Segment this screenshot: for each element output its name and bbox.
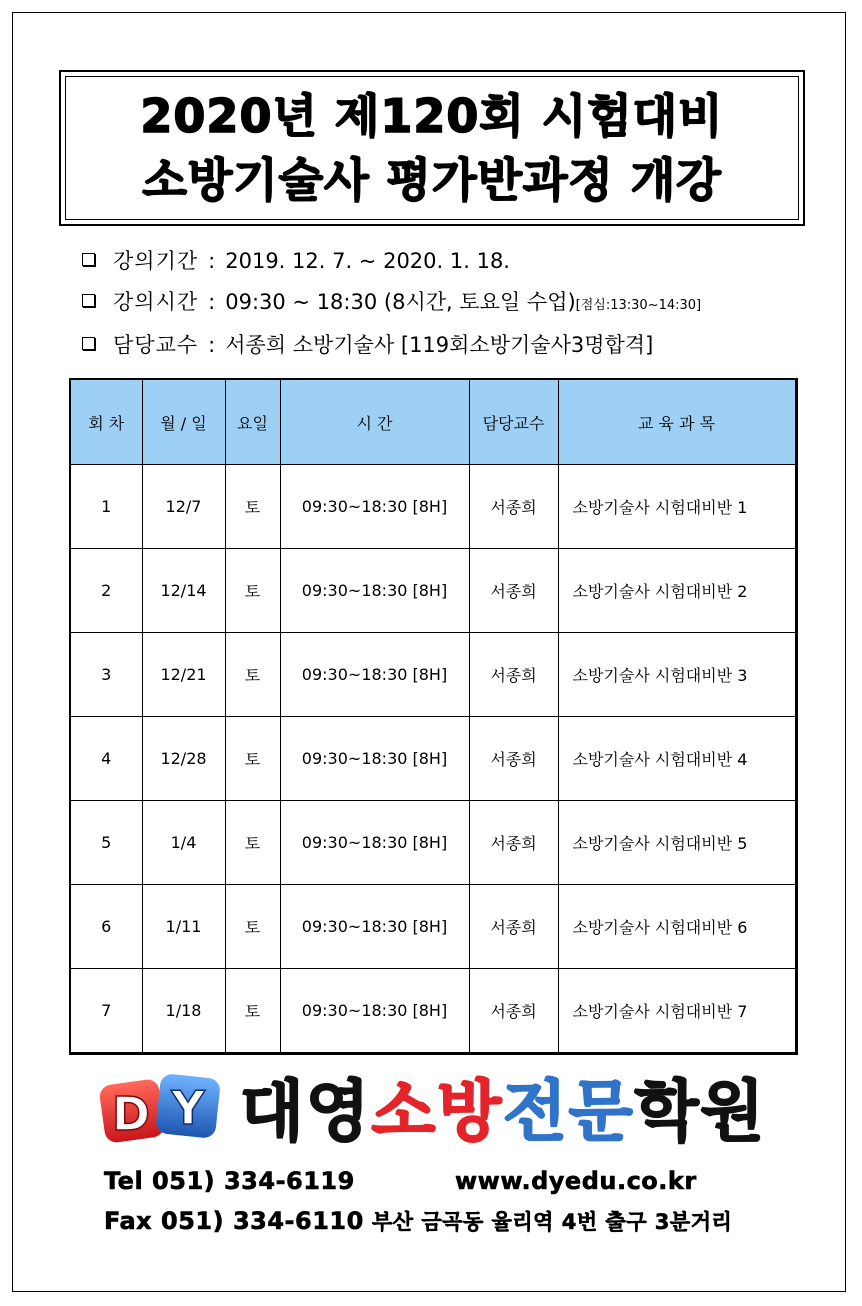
academy-name-part: 학원: [634, 1073, 767, 1150]
cell-day: 토: [225, 465, 280, 549]
cell-time: 09:30~18:30 [8H]: [280, 465, 469, 549]
cell-time: 09:30~18:30 [8H]: [280, 885, 469, 969]
cell-day: 토: [225, 633, 280, 717]
info-time: [82, 287, 701, 321]
header-professor: 담당교수: [469, 379, 558, 465]
cell-subject: 소방기술사 시험대비반 6: [558, 885, 796, 969]
cell-day: 토: [225, 549, 280, 633]
cell-day: 토: [225, 801, 280, 885]
table-row: [70, 717, 796, 801]
checkbox-bullet-icon: [82, 294, 95, 307]
info-value: 09:30 ~ 18:30 (8시간, 토요일 수업): [225, 290, 576, 314]
header-date: 월 / 일: [142, 379, 225, 465]
info-label: 강의기간: [113, 249, 199, 273]
schedule-table: [69, 378, 798, 1055]
table-row: [70, 969, 796, 1054]
academy-name-part: 문: [568, 1073, 635, 1150]
address: 부산 금곡동 율리역 4번 출구 3분거리: [372, 1210, 733, 1234]
cell-professor: 서종희: [469, 969, 558, 1054]
info-label: 강의시간: [113, 290, 199, 314]
cell-date: 12/28: [142, 717, 225, 801]
cell-professor: 서종희: [469, 549, 558, 633]
title-line-2: 소방기술사 평가반과정 개강: [142, 153, 722, 207]
header-time: 시 간: [280, 379, 469, 465]
table-row: [70, 465, 796, 549]
logo-letter-d: D: [111, 1087, 151, 1141]
cell-date: 12/7: [142, 465, 225, 549]
title-box: [59, 70, 805, 226]
cell-day: 토: [225, 717, 280, 801]
cell-session: 5: [70, 801, 142, 885]
cell-time: 09:30~18:30 [8H]: [280, 717, 469, 801]
cell-time: 09:30~18:30 [8H]: [280, 549, 469, 633]
cell-session: 1: [70, 465, 142, 549]
info-note: [점심:13:30~14:30]: [575, 298, 702, 313]
cell-subject: 소방기술사 시험대비반 2: [558, 549, 796, 633]
cell-subject: 소방기술사 시험대비반 3: [558, 633, 796, 717]
header-day: 요일: [225, 379, 280, 465]
logo-letter-y: Y: [171, 1081, 205, 1135]
info-label: 담당교수: [113, 333, 199, 357]
cell-professor: 서종희: [469, 465, 558, 549]
dy-logo: [98, 1072, 224, 1146]
cell-subject: 소방기술사 시험대비반 4: [558, 717, 796, 801]
info-separator: :: [208, 290, 216, 314]
checkbox-bullet-icon: [82, 253, 95, 266]
tel-number: Tel 051) 334-6119: [104, 1167, 355, 1195]
cell-professor: 서종희: [469, 801, 558, 885]
cell-date: 12/14: [142, 549, 225, 633]
fax-number: Fax 051) 334-6110: [104, 1207, 364, 1235]
info-period: [82, 246, 510, 276]
cell-session: 4: [70, 717, 142, 801]
checkbox-bullet-icon: [82, 337, 95, 350]
info-value: 2019. 12. 7. ~ 2020. 1. 18.: [225, 249, 510, 273]
cell-time: 09:30~18:30 [8H]: [280, 801, 469, 885]
info-separator: :: [208, 333, 216, 357]
table-row: [70, 801, 796, 885]
cell-date: 1/4: [142, 801, 225, 885]
cell-professor: 서종희: [469, 633, 558, 717]
cell-professor: 서종희: [469, 717, 558, 801]
website-link[interactable]: www.dyedu.co.kr: [455, 1167, 697, 1195]
table-header-row: [70, 379, 796, 465]
academy-name-part: 대영: [240, 1073, 372, 1150]
header-session: 회 차: [70, 379, 142, 465]
cell-date: 1/18: [142, 969, 225, 1054]
cell-subject: 소방기술사 시험대비반 5: [558, 801, 796, 885]
cell-session: 6: [70, 885, 142, 969]
cell-time: 09:30~18:30 [8H]: [280, 633, 469, 717]
cell-subject: 소방기술사 시험대비반 1: [558, 465, 796, 549]
academy-name: [240, 1070, 766, 1154]
info-separator: :: [208, 249, 216, 273]
title-line-1: 2020년 제120회 시험대비: [140, 89, 724, 143]
cell-time: 09:30~18:30 [8H]: [280, 969, 469, 1054]
cell-session: 2: [70, 549, 142, 633]
cell-subject: 소방기술사 시험대비반 7: [558, 969, 796, 1054]
academy-name-part: 소방: [371, 1073, 504, 1150]
cell-professor: 서종희: [469, 885, 558, 969]
academy-name-part: 전: [503, 1073, 569, 1150]
info-professor: [82, 330, 653, 360]
info-value: 서종희 소방기술사 [119회소방기술사3명합격]: [225, 333, 654, 357]
table-row: [70, 633, 796, 717]
cell-day: 토: [225, 885, 280, 969]
cell-day: 토: [225, 969, 280, 1054]
header-subject: 교 육 과 목: [558, 379, 796, 465]
cell-session: 3: [70, 633, 142, 717]
table-row: [70, 549, 796, 633]
cell-date: 1/11: [142, 885, 225, 969]
title-box-inner: [65, 76, 799, 220]
cell-date: 12/21: [142, 633, 225, 717]
table-row: [70, 885, 796, 969]
cell-session: 7: [70, 969, 142, 1054]
